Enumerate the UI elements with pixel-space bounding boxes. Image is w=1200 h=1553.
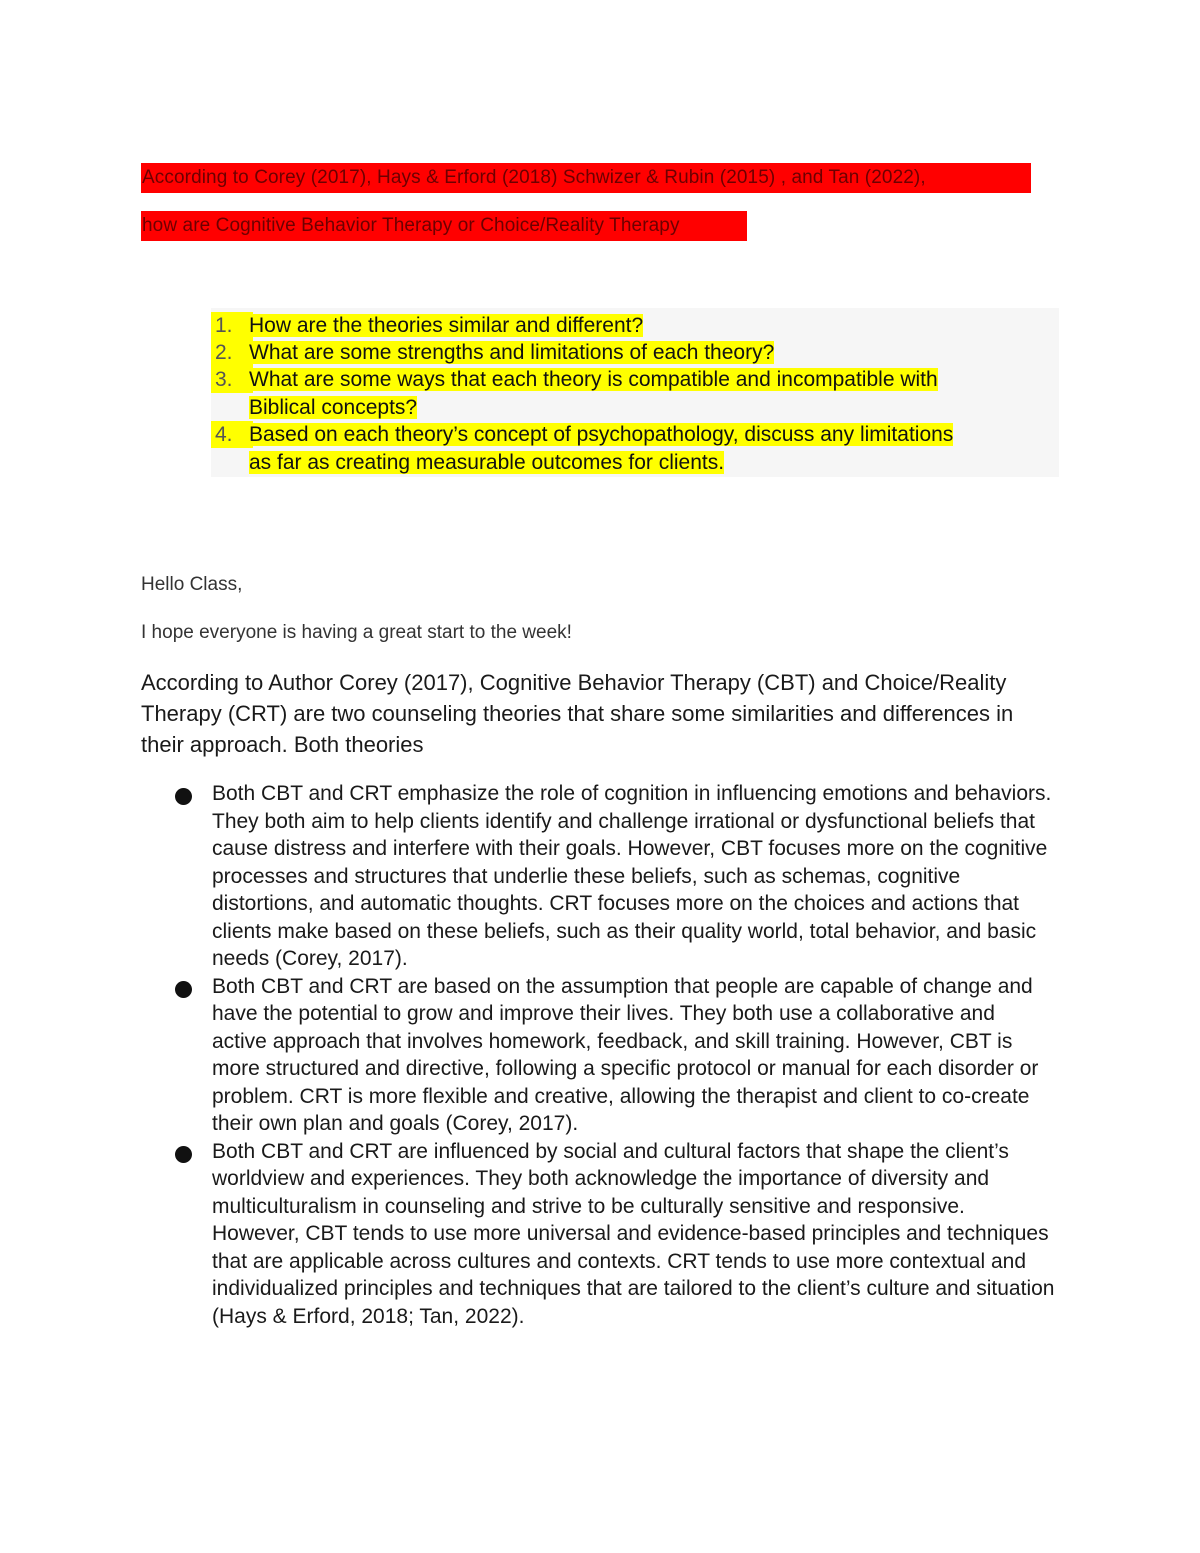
question-text: What are some ways that each theory is compatible and incompatible with — [249, 368, 938, 391]
list-item — [175, 1138, 1055, 1331]
bullet-icon — [175, 788, 192, 805]
question-text: How are the theories similar and different? — [249, 314, 644, 337]
question-number: 2. — [211, 339, 253, 366]
intro-paragraph: According to Author Corey (2017), Cognitive Behavior Therapy (CBT) and Choice/Reality Therapy (CRT) are two counseling theories that share some similarities and differences in their approach. Both theories — [141, 670, 1014, 757]
question-number: 1. — [211, 312, 253, 339]
bullet-text: Both CBT and CRT emphasize the role of cognition in influencing emotions and behaviors. They both aim to help clients identify and challenge irrational or dysfunctional beliefs that cause distress and interfere with their goals. However, CBT focuses more on the cognitive processes and structures that underlie these beliefs, such as schemas, cognitive distortions, and automatic thoughts. CRT focuses more on the choices and actions that clients make based on these beliefs, such as their quality world, total behavior, and basic needs (Corey, 2017). — [212, 782, 1052, 970]
question-text: What are some strengths and limitations of each theory? — [249, 341, 775, 364]
bullet-text: Both CBT and CRT are based on the assumption that people are capable of change and have the potential to grow and improve their lives. They both use a collaborative and active approach that involves homework, feedback, and skill training. However, CBT is more structured and directive, following a specific protocol or manual for each disorder or problem. CRT is more flexible and creative, allowing the therapist and client to co-create their own plan and goals (Corey, 2017). — [212, 974, 1039, 1135]
greeting-hello: Hello Class, — [141, 574, 243, 595]
bullet-text: Both CBT and CRT are influenced by social and cultural factors that shape the client’s worldview and experiences. They both acknowledge the importance of diversity and multiculturalism in counseling and strive to be culturally sensitive and responsive. However, CBT tends to use more universal and evidence-based principles and techniques that are applicable across cultures and contexts. CRT tends to use more contextual and individualized principles and techniques that are tailored to the client’s culture and situation (Hays & Erford, 2018; Tan, 2022). — [212, 1139, 1055, 1328]
prompt-line-1: According to Corey (2017), Hays & Erford (2018) Schwizer & Rubin (2015) , and Tan (2022), — [141, 163, 1031, 193]
question-text: as far as creating measurable outcomes for clients. — [249, 451, 725, 474]
greeting-hope: I hope everyone is having a great start to the week! — [141, 622, 572, 643]
bullet-icon — [175, 1146, 192, 1163]
question-text: Biblical concepts? — [249, 396, 418, 419]
bullet-list — [175, 780, 1055, 1330]
prompt-line-2: how are Cognitive Behavior Therapy or Choice/Reality Therapy — [141, 211, 747, 241]
question-number: 3. — [211, 366, 253, 393]
list-item — [175, 780, 1055, 973]
question-number: 4. — [211, 421, 253, 448]
question-text: Based on each theory’s concept of psychopathology, discuss any limitations — [249, 423, 954, 446]
list-item — [175, 973, 1055, 1138]
question-list — [211, 308, 1059, 477]
bullet-icon — [175, 981, 192, 998]
